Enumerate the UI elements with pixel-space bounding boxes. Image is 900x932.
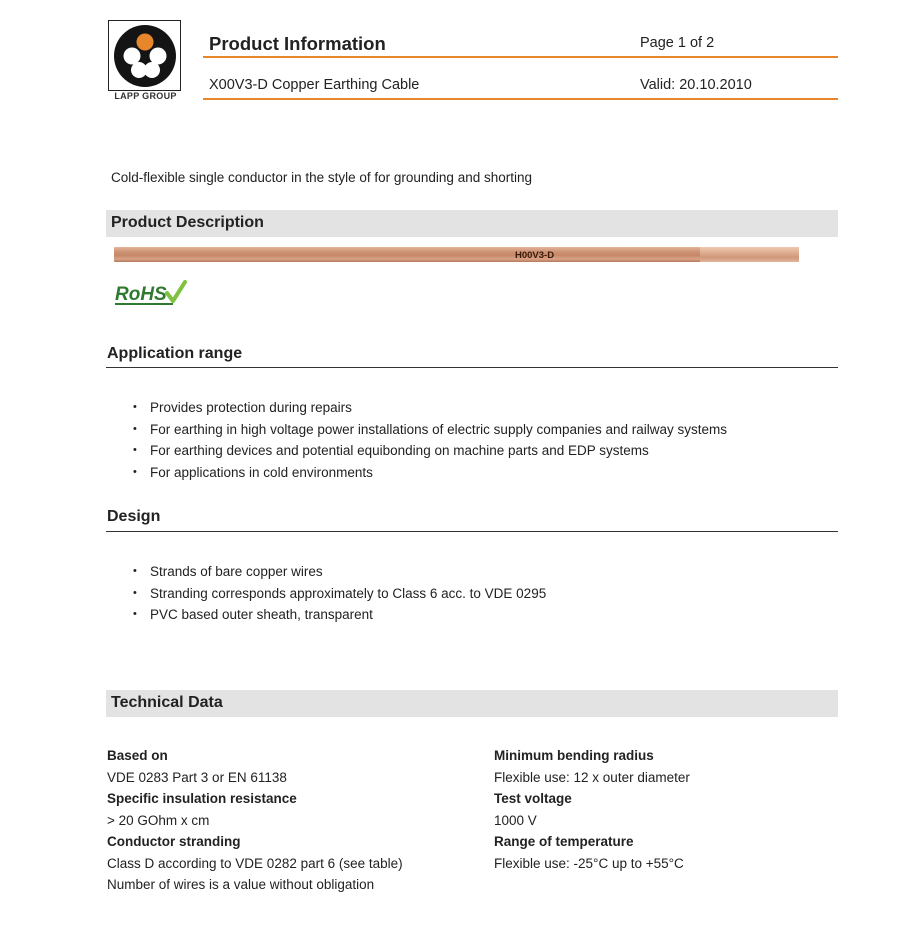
spec-value: VDE 0283 Part 3 or EN 61138: [107, 769, 287, 785]
spec-value: Class D according to VDE 0282 part 6 (see table): [107, 855, 403, 871]
spec-value: > 20 GOhm x cm: [107, 812, 210, 828]
cable-image: [114, 247, 799, 262]
lapp-logo: [108, 20, 181, 91]
design-divider: [106, 531, 838, 532]
list-item: • Strands of bare copper wires: [133, 561, 546, 583]
spec-label: Specific insulation resistance: [107, 791, 297, 806]
application-range-divider: [106, 367, 838, 368]
technical-data-right: [494, 745, 690, 874]
cable-label: H00V3-D: [515, 250, 555, 261]
list-item: • PVC based outer sheath, transparent: [133, 604, 546, 626]
rohs-label: RoHS: [115, 284, 167, 305]
spec-value: 1000 V: [494, 812, 537, 828]
logo-text: LAPP GROUP: [114, 91, 177, 101]
technical-data-title: Technical Data: [111, 694, 223, 711]
valid-date: Valid: 20.10.2010: [640, 77, 752, 93]
intro-text: Cold-flexible single conductor in the style of for grounding and shorting: [111, 170, 532, 185]
lapp-logo-icon: [112, 23, 178, 89]
list-item: • For applications in cold environments: [133, 462, 727, 484]
spec-note: Number of wires is a value without obligation: [107, 877, 375, 892]
list-item: • For earthing devices and potential equibonding on machine parts and EDP systems: [133, 440, 727, 462]
page-title: Product Information: [209, 33, 386, 54]
list-item: • Stranding corresponds approximately to Class 6 acc. to VDE 0295: [133, 583, 546, 605]
design-title: Design: [107, 508, 161, 525]
product-description-title: Product Description: [111, 214, 264, 231]
design-list: [133, 561, 546, 626]
spec-label: Minimum bending radius: [494, 748, 654, 763]
spec-label: Test voltage: [494, 791, 572, 806]
spec-value: Flexible use: 12 x outer diameter: [494, 769, 690, 785]
spec-label: Conductor stranding: [107, 834, 241, 849]
header-divider-bottom: [203, 98, 838, 100]
spec-label: Range of temperature: [494, 834, 634, 849]
rohs-icon: [113, 279, 187, 309]
product-description-band: [106, 210, 838, 237]
spec-value: Flexible use: -25°C up to +55°C: [494, 855, 684, 871]
header-divider-top: [203, 56, 838, 58]
spec-label: Based on: [107, 748, 168, 763]
list-item: • For earthing in high voltage power installations of electric supply companies and railway systems: [133, 419, 727, 441]
application-range-title: Application range: [107, 345, 243, 362]
technical-data-left: [107, 745, 403, 896]
cable-end-image: [700, 247, 799, 262]
application-range-list: [133, 397, 727, 483]
product-name: X00V3-D Copper Earthing Cable: [209, 77, 420, 93]
technical-data-band: [106, 690, 838, 717]
list-item: • Provides protection during repairs: [133, 397, 727, 419]
page-number: Page 1 of 2: [640, 35, 715, 51]
